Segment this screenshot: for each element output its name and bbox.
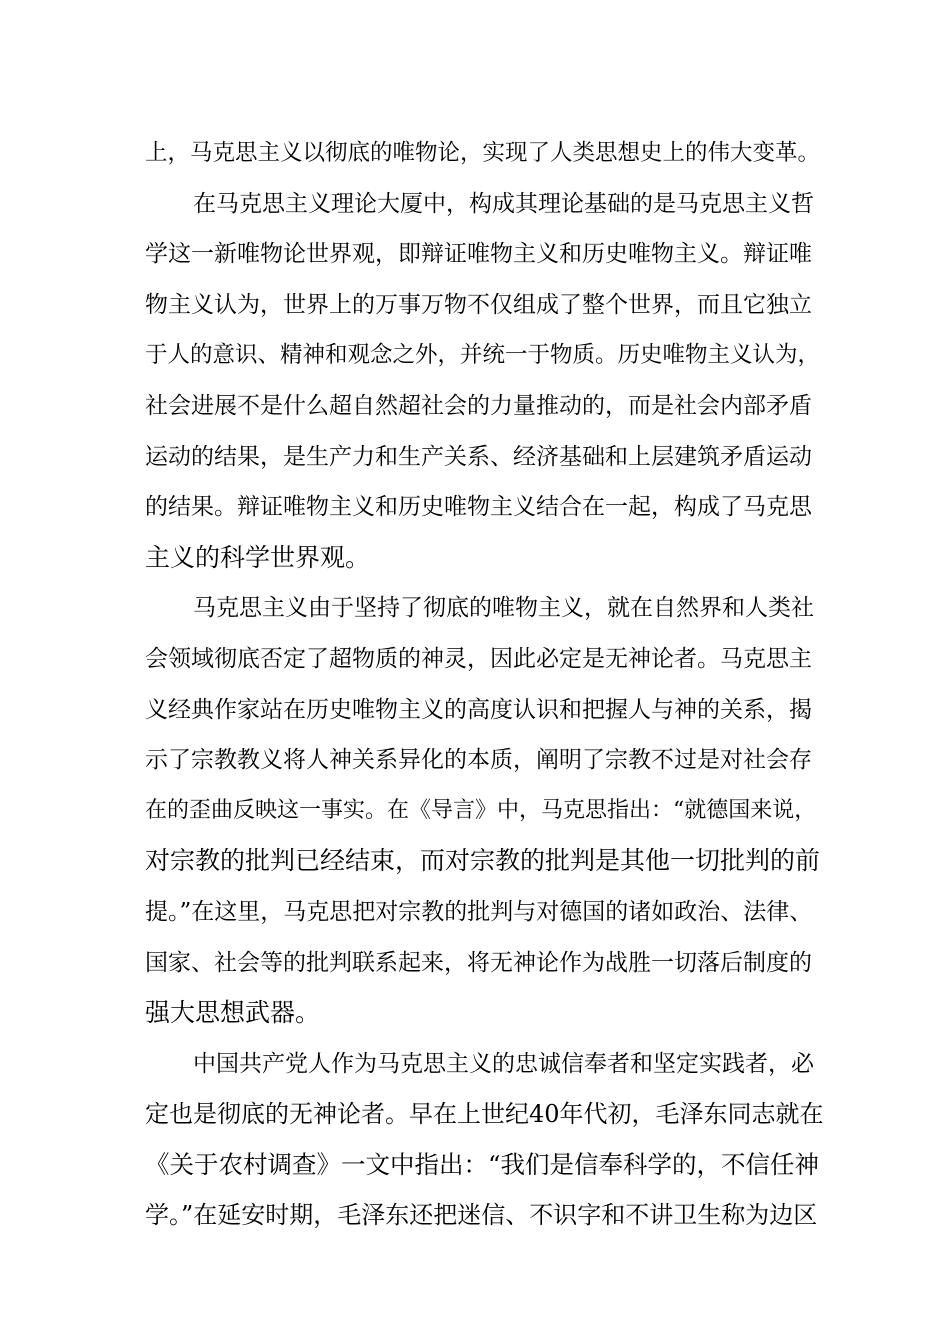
text-line: 示了宗教教义将人神关系异化的本质，阐明了宗教不过是对社会存: [145, 747, 812, 774]
text-line: 《关于农村调查》一文中指出：“我们是信奉科学的，不信任神: [145, 1149, 820, 1179]
text-line: 上，马克思主义以彻底的唯物论，实现了人类思想史上的伟大变革。: [145, 140, 821, 166]
text-line: 运动的结果，是生产力和生产关系、经济基础和上层建筑矛盾运动: [145, 443, 812, 470]
text-line: 马克思主义由于坚持了彻底的唯物主义，就在自然界和人类社: [193, 595, 814, 622]
text-line: 定也是彻底的无神论者。早在上世纪40年代初，毛泽东同志就在: [145, 1100, 824, 1129]
text-line: 强大思想武器。: [145, 998, 321, 1028]
text-line: 会领域彻底否定了超物质的神灵，因此必定是无神论者。马克思主: [145, 645, 812, 672]
text-line: 主义的科学世界观。: [145, 542, 371, 572]
text-line: 物主义认为，世界上的万事万物不仅组成了整个世界，而且它独立: [145, 291, 812, 318]
text-line: 中国共产党人作为马克思主义的忠诚信奉者和坚定实践者，必: [193, 1050, 814, 1077]
text-line: 的结果。辩证唯物主义和历史唯物主义结合在一起，构成了马克思: [145, 494, 812, 521]
text-line: 在马克思主义理论大厦中，构成其理论基础的是马克思主义哲: [193, 190, 814, 217]
text-line: 对宗教的批判已经结束，而对宗教的批判是其他一切批判的前: [145, 846, 821, 876]
text-line: 提。”在这里，马克思把对宗教的批判与对德国的诸如政治、法律、: [145, 898, 813, 925]
body-text: [145, 128, 825, 1241]
text-line: 于人的意识、精神和观念之外，并统一于物质。历史唯物主义认为，: [145, 342, 821, 369]
text-line: 社会进展不是什么超自然超社会的力量推动的，而是社会内部矛盾: [145, 392, 812, 419]
text-line: 在的歪曲反映这一事实。在《导言》中，马克思指出：“就德国来说，: [145, 797, 817, 823]
text-line: 义经典作家站在历史唯物主义的高度认识和把握人与神的关系，揭: [145, 696, 812, 723]
text-line: 学这一新唯物论世界观，即辩证唯物主义和历史唯物主义。辩证唯: [145, 241, 812, 268]
text-line: 学。”在延安时期，毛泽东还把迷信、不识字和不讲卫生称为边区: [145, 1201, 818, 1230]
text-line: 国家、社会等的批判联系起来，将无神论作为战胜一切落后制度的: [145, 949, 812, 976]
